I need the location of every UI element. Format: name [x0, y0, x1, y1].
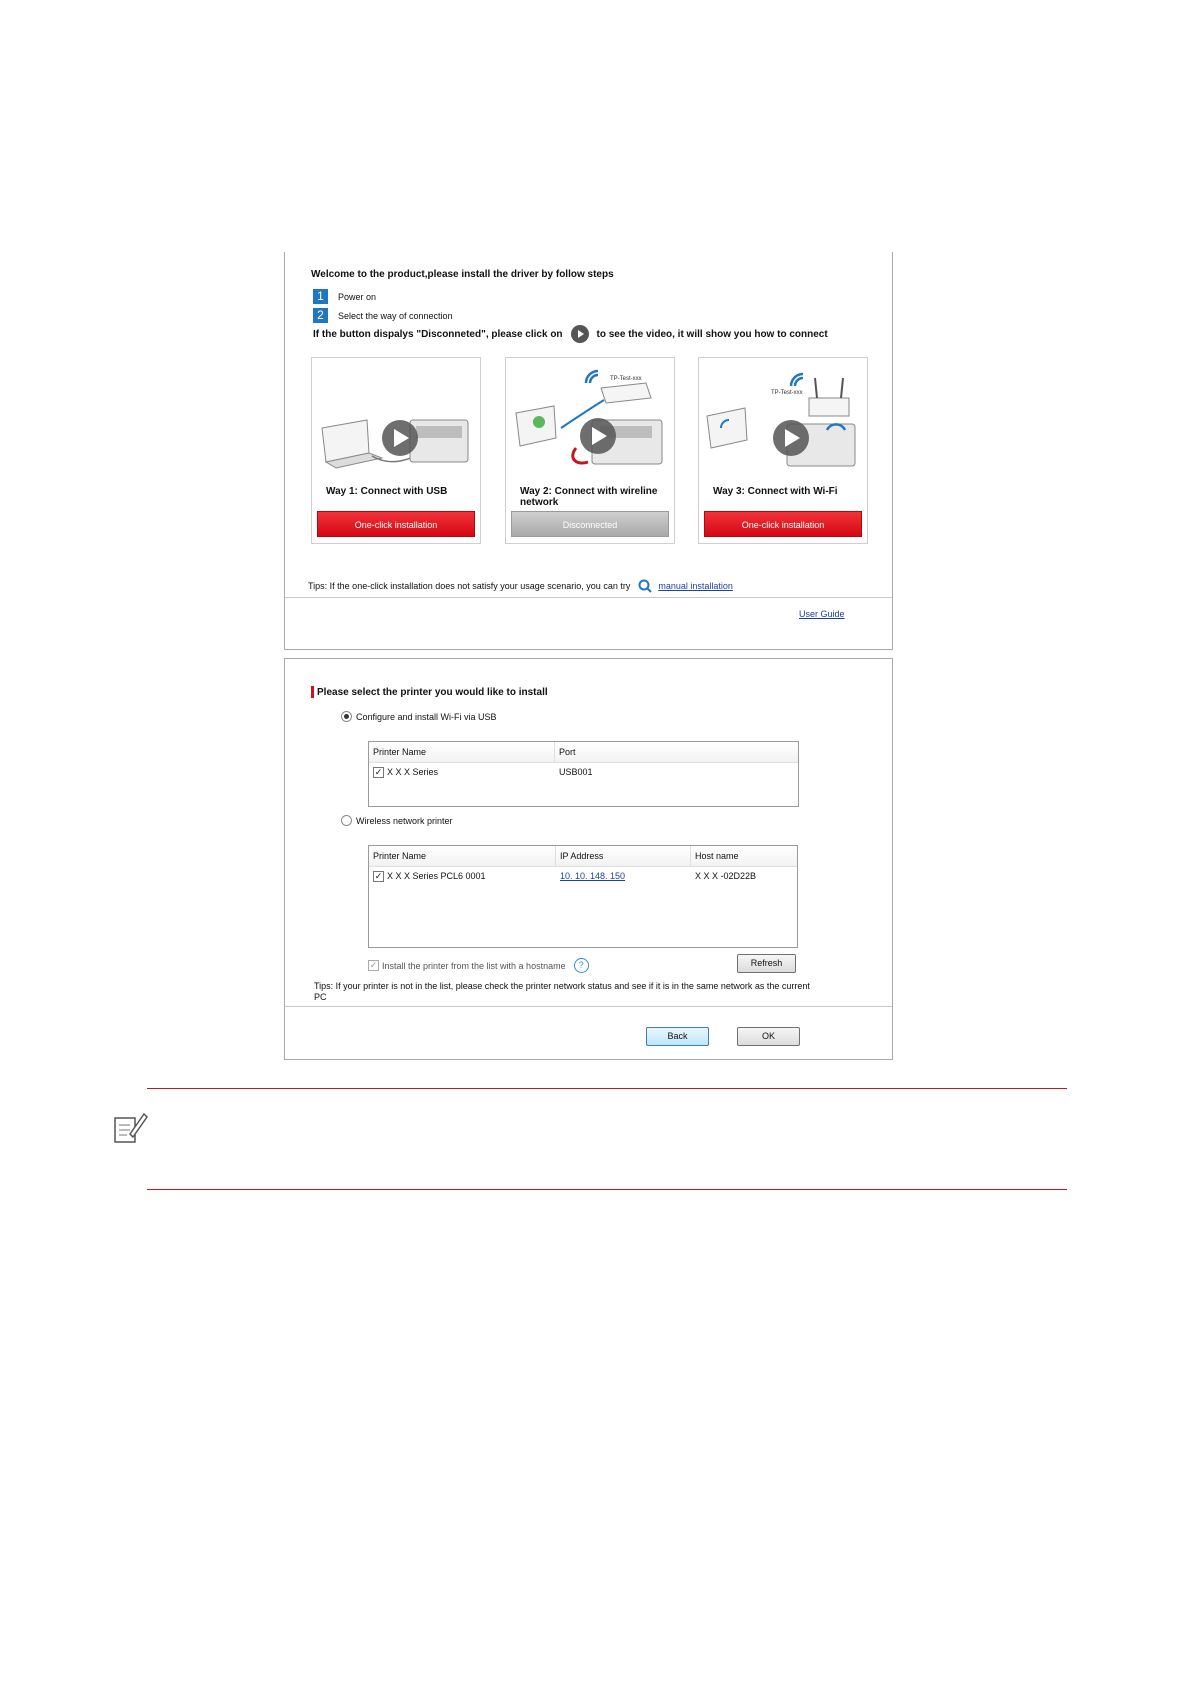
radio-button-wireless[interactable]: [341, 815, 352, 826]
tips-printer-not-listed: Tips: If your printer is not in the list, please check the printer network status and see if it is in the same network as the current PC: [314, 981, 810, 1002]
usb-printer-table: [368, 741, 799, 807]
router-label: TP-Test-xxx: [771, 390, 803, 396]
cell-printer-name: [369, 767, 555, 778]
column-header-printer-name: Printer Name: [369, 742, 555, 762]
cell-ip-address: [556, 871, 691, 881]
welcome-title: Welcome to the product,please install the driver by follow steps: [311, 269, 614, 280]
column-header-host-name: Host name: [695, 851, 739, 861]
cell-printer-name: [369, 871, 556, 882]
tips-text: Tips: If the one-click installation does not satisfy your usage scenario, you can try: [308, 581, 631, 591]
router-label: TP-Test-xxx: [610, 376, 642, 382]
refresh-button[interactable]: Refresh: [737, 954, 796, 973]
column-header-ip-address: IP Address: [556, 846, 691, 866]
hostname-checkbox-label: Install the printer from the list with a hostname: [382, 960, 566, 971]
divider: [285, 1006, 892, 1007]
router-icon: [601, 383, 651, 403]
router-icon: [809, 378, 849, 416]
back-button[interactable]: Back: [646, 1027, 709, 1046]
note-bottom-rule: [147, 1189, 1067, 1190]
wifi-connection-illustration: [699, 358, 867, 478]
note-top-rule: [147, 1088, 1067, 1089]
row-checkbox[interactable]: ✓: [374, 870, 383, 881]
note-pencil-icon: [112, 1110, 148, 1144]
ip-address-link[interactable]: 10. 10. 148. 150: [560, 871, 626, 881]
table-row[interactable]: [369, 867, 797, 885]
manual-installation-link[interactable]: manual installation: [658, 581, 733, 591]
step-power-on: [313, 289, 376, 304]
radio-label-usb: Configure and install Wi-Fi via USB: [356, 711, 497, 722]
disconnected-button-wireline[interactable]: Disconnected: [511, 511, 669, 537]
table-row[interactable]: [369, 763, 798, 781]
section-title: [311, 686, 548, 698]
radio-wireless-option[interactable]: [341, 815, 453, 826]
step-number: 1: [313, 289, 328, 304]
usb-connection-illustration: [312, 358, 480, 478]
laptop-icon: [322, 420, 382, 468]
divider: [285, 597, 892, 598]
wifi-icon: [586, 371, 598, 383]
one-click-installation-button-wifi[interactable]: One-click installation: [704, 511, 862, 537]
connection-card-wireline: [505, 357, 675, 544]
play-icon: [580, 418, 616, 454]
cell-port: USB001: [559, 767, 593, 777]
wifi-icon: [791, 374, 803, 386]
radio-label-wireless: Wireless network printer: [356, 815, 453, 826]
video-hint: [313, 325, 828, 343]
section-title-text: Please select the printer you would like to install: [317, 686, 548, 698]
card-caption: Way 1: Connect with USB: [326, 486, 448, 497]
laptop-icon: [707, 408, 747, 448]
hostname-checkbox[interactable]: ✓: [369, 960, 378, 970]
installer-window-printer-select: [284, 658, 893, 1060]
wireless-printer-table: [368, 845, 798, 948]
printer-name-text: X X X Series PCL6 0001: [387, 871, 486, 881]
play-icon: [382, 420, 418, 456]
user-guide-link[interactable]: User Guide: [799, 609, 845, 619]
hint-text-after: to see the video, it will show you how to connect: [596, 328, 828, 340]
column-header-printer-name: Printer Name: [369, 846, 556, 866]
hint-text-before: If the button dispalys "Disconneted", please click on: [313, 328, 563, 340]
printer-icon: [410, 420, 468, 462]
help-icon[interactable]: ?: [574, 958, 589, 973]
step-label: Select the way of connection: [338, 310, 453, 321]
section-marker: [311, 686, 314, 698]
card-caption: Way 3: Connect with Wi-Fi: [713, 486, 838, 497]
installer-window-connection: [284, 252, 893, 650]
laptop-icon: [516, 406, 556, 446]
play-icon[interactable]: [571, 325, 589, 343]
table-header: [369, 742, 798, 763]
radio-usb-option[interactable]: [341, 711, 497, 722]
play-icon: [773, 420, 809, 456]
column-header-port: Port: [559, 747, 576, 757]
step-label: Power on: [338, 291, 377, 302]
radio-button-usb[interactable]: [341, 711, 352, 722]
hostname-option: [368, 958, 589, 973]
printer-name-text: X X X Series: [387, 767, 439, 777]
gear-search-icon: [638, 579, 652, 593]
cell-host-name: X X X -02D22B: [695, 871, 757, 881]
tips-manual-install: [308, 579, 733, 593]
step-number: 2: [313, 308, 328, 323]
step-select-connection: [313, 308, 453, 323]
one-click-installation-button-usb[interactable]: One-click installation: [317, 511, 475, 537]
wireline-connection-illustration: [506, 358, 674, 478]
table-header: [369, 846, 797, 867]
connection-card-usb: [311, 357, 481, 544]
row-checkbox[interactable]: ✓: [374, 766, 383, 777]
connection-card-wifi: [698, 357, 868, 544]
card-caption: Way 2: Connect with wireline network: [520, 486, 658, 508]
ok-button[interactable]: OK: [737, 1027, 800, 1046]
